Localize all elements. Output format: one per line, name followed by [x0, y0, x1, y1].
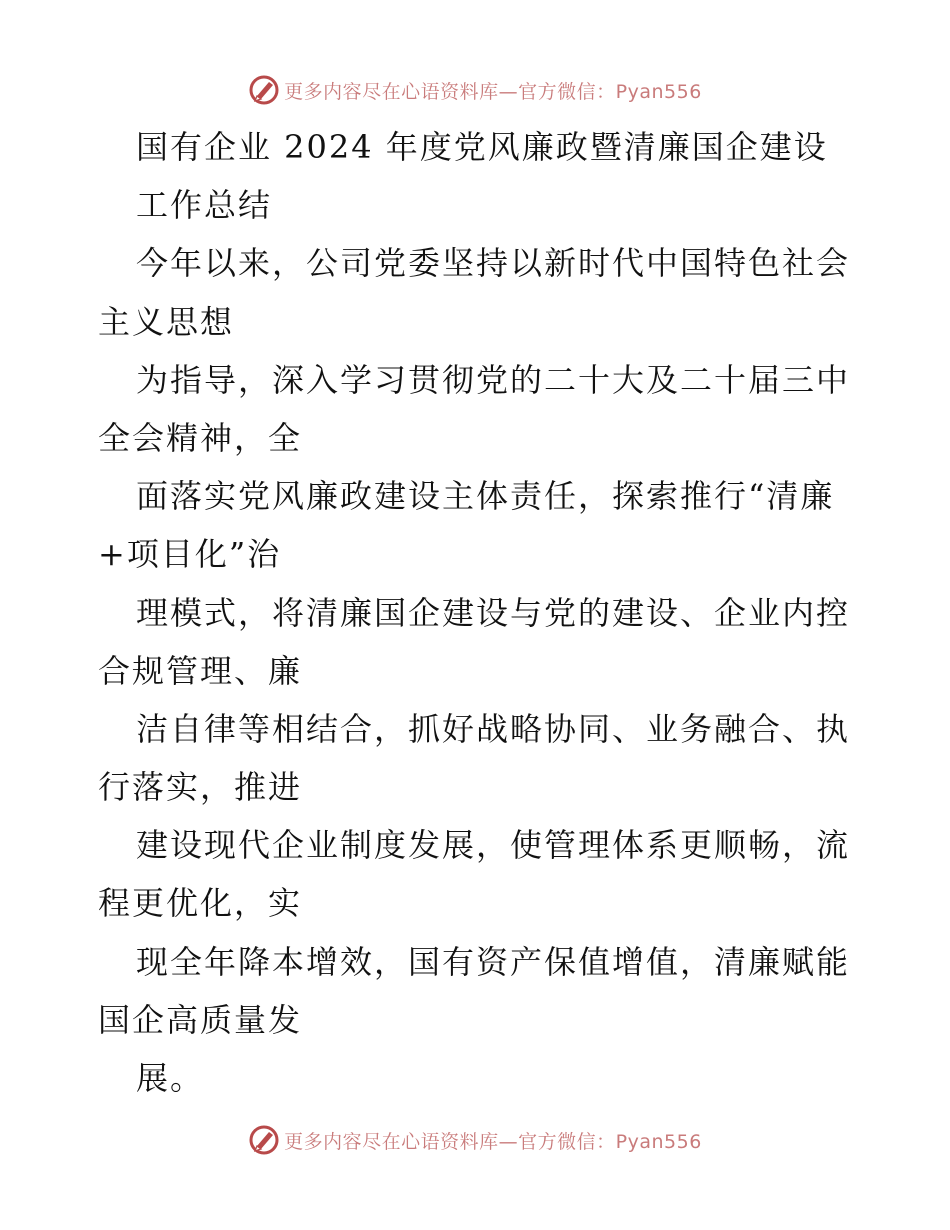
body-line: 主义思想: [98, 302, 235, 341]
pen-logo-icon: [248, 74, 280, 106]
body-line: +项目化”治: [98, 535, 282, 574]
pen-logo-icon: [248, 1124, 280, 1156]
footer-banner: [0, 1120, 950, 1160]
document-body: [98, 118, 858, 1107]
body-line: 建设现代企业制度发展，使管理体系更顺畅，流: [136, 826, 851, 865]
body-line: 全会精神，全: [98, 418, 303, 457]
header-banner-text: 更多内容尽在心语资料库—官方微信：Pyan556: [284, 80, 702, 103]
body-line: 洁自律等相结合，抓好战略协同、业务融合、执: [136, 709, 851, 748]
header-banner: [0, 70, 950, 110]
body-line: 合规管理、廉: [98, 651, 303, 690]
body-line: 程更优化，实: [98, 884, 303, 923]
body-line: 现全年降本增效，国有资产保值增值，清廉赋能: [136, 942, 851, 981]
body-line: 展。: [136, 1059, 205, 1097]
body-line: 国企高质量发: [98, 1000, 303, 1039]
footer-banner-text: 更多内容尽在心语资料库—官方微信：Pyan556: [284, 1130, 702, 1153]
body-line: 行落实，推进: [98, 768, 303, 807]
title-line-2: 工作总结: [136, 186, 273, 225]
body-line: 为指导，深入学习贯彻党的二十大及二十届三中: [136, 360, 851, 399]
body-line: 理模式，将清廉国企建设与党的建设、企业内控: [136, 593, 851, 632]
title-line-1: 国有企业 2024 年度党风廉政暨清廉国企建设: [136, 128, 828, 166]
body-line: 面落实党风廉政建设主体责任，探索推行“清廉: [136, 477, 835, 516]
body-line: 今年以来，公司党委坚持以新时代中国特色社会: [136, 244, 851, 283]
